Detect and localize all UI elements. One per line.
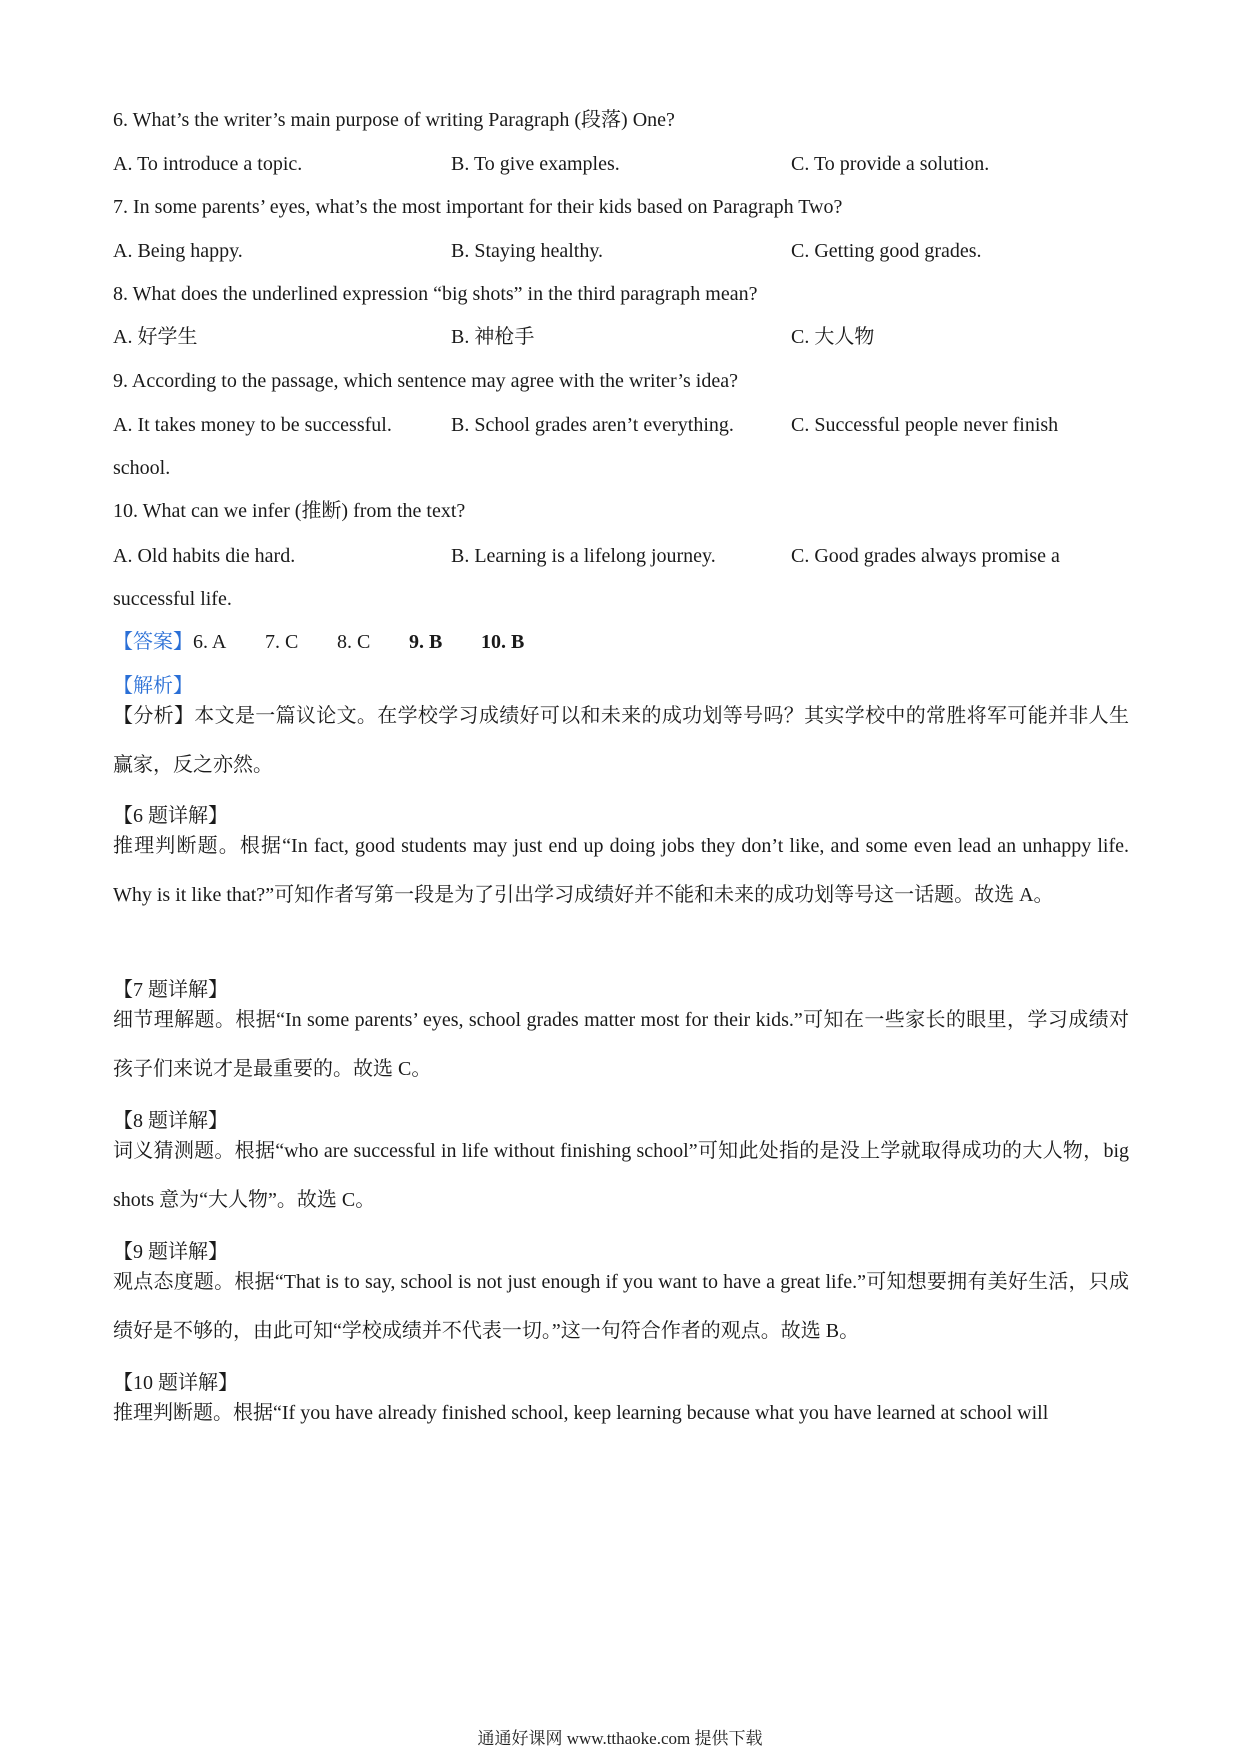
question-6-stem: 6. What’s the writer’s main purpose of writing Paragraph (段落) One? [113,109,675,131]
question-7-option-c: C. Getting good grades. [791,240,982,262]
question-9-option-b: B. School grades aren’t everything. [451,414,734,436]
question-8-option-a: A. 好学生 [113,326,198,348]
question-8-stem: 8. What does the underlined expression “big shots” in the third paragraph mean? [113,283,758,305]
detail-9-heading: 【9 题详解】 [113,1241,228,1263]
question-6-option-c: C. To provide a solution. [791,153,990,175]
answer-line [113,628,1133,656]
answer-item: 9. B [409,631,443,653]
question-9-option-a: A. It takes money to be successful. [113,414,392,436]
detail-10-heading: 【10 题详解】 [113,1372,238,1394]
question-8-option-c: C. 大人物 [791,326,875,348]
detail-6-heading: 【6 题详解】 [113,805,228,827]
page-footer: 通通好课网 www.tthaoke.com 提供下载 [477,1729,763,1748]
analysis-label: 【解析】 [113,675,193,697]
detail-6-text: 推理判断题。根据“In fact, good students may just end up doing jobs they don’t like, and some even lead an unhappy life. Why is it like that?”可知作者写第一段是为了引出学习成绩好并不能和未来的成功划等号这一话题。故选 A。 [113,835,1129,906]
detail-10-text: 推理判断题。根据“If you have already finished school, keep learning because what you have learned at school will [113,1402,1049,1424]
question-8-option-b: B. 神枪手 [451,326,535,348]
question-7-option-b: B. Staying healthy. [451,240,604,262]
answer-item: 6. A [193,631,227,653]
overview-paragraph: 【分析】本文是一篇议论文。在学校学习成绩好可以和未来的成功划等号吗？其实学校中的常胜将军可能并非人生赢家，反之亦然。 [113,705,1129,776]
answer-item: 10. B [481,631,525,653]
detail-8-text: 词义猜测题。根据“who are successful in life without finishing school”可知此处指的是没上学就取得成功的大人物，big shots 意为“大人物”。故选 C。 [113,1140,1129,1211]
question-6-option-a: A. To introduce a topic. [113,153,303,175]
question-10-option-a: A. Old habits die hard. [113,545,296,567]
question-9-option-c-continuation: school. [113,457,171,479]
detail-9-text: 观点态度题。根据“That is to say, school is not just enough if you want to have a great life.”可知想要拥有美好生活，只成绩好是不够的，由此可知“学校成绩并不代表一切。”这一句符合作者的观点。故选 B。 [113,1271,1129,1342]
question-7-stem: 7. In some parents’ eyes, what’s the most important for their kids based on Paragraph Two? [113,196,843,218]
answer-item: 7. C [265,631,299,653]
question-10-option-c-continuation: successful life. [113,588,232,610]
answer-label: 【答案】 [113,631,193,653]
answer-item: 8. C [337,631,371,653]
question-7-option-a: A. Being happy. [113,240,243,262]
detail-7-text: 细节理解题。根据“In some parents’ eyes, school grades matter most for their kids.”可知在一些家长的眼里，学习成绩对孩子们来说才是最重要的。故选 C。 [113,1009,1129,1080]
question-10-option-c: C. Good grades always promise a [791,545,1060,567]
detail-8-heading: 【8 题详解】 [113,1110,228,1132]
question-9-option-c: C. Successful people never finish [791,414,1059,436]
question-9-stem: 9. According to the passage, which sentence may agree with the writer’s idea? [113,370,738,392]
detail-7-heading: 【7 题详解】 [113,979,228,1001]
question-10-option-b: B. Learning is a lifelong journey. [451,545,716,567]
question-6-option-b: B. To give examples. [451,153,620,175]
question-10-stem: 10. What can we infer (推断) from the text? [113,500,466,522]
